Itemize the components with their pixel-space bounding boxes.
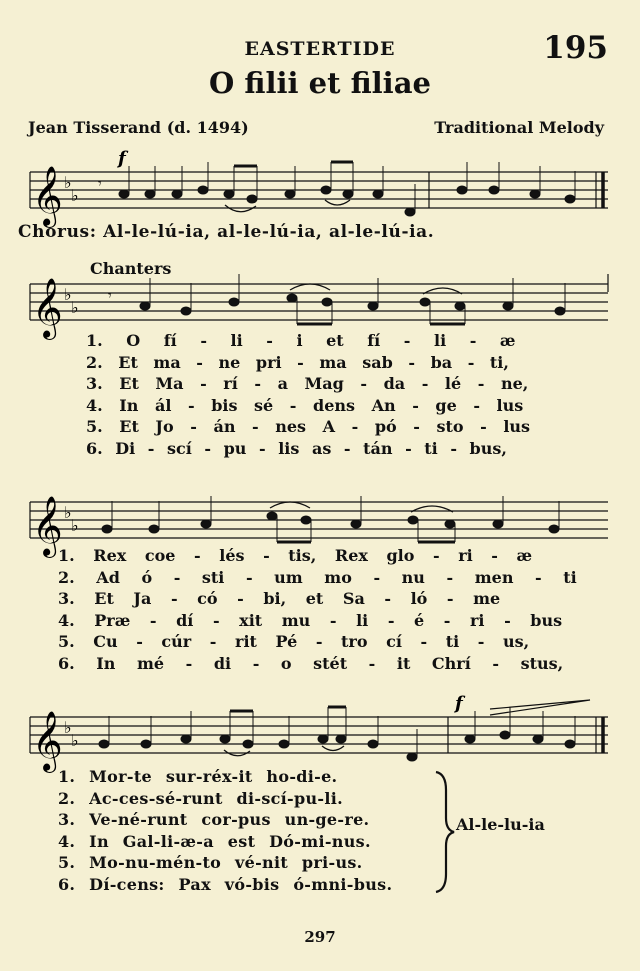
svg-text:♭: ♭ <box>64 173 72 192</box>
verse-line: 6. In mé - di - o stét - it Chrí - stus, <box>58 653 564 673</box>
svg-text:♭: ♭ <box>64 285 72 304</box>
page-number: 297 <box>304 928 336 946</box>
chanters-label: Chanters <box>90 259 172 278</box>
verse-line: 4. In ál - bis sé - dens An - ge - lus <box>86 395 524 415</box>
section-title: EASTERTIDE <box>244 38 396 60</box>
staff-1-notation <box>0 150 640 230</box>
svg-text:𝄞: 𝄞 <box>32 278 63 338</box>
verse-line: 2. Ac-ces-sé-runt di-scí-pu-li. <box>58 788 343 808</box>
staff-3-verses <box>58 545 577 674</box>
verse-line: 4. Præ - dí - xit mu - li - é - ri - bus <box>58 610 563 630</box>
refrain-alleluia: Al-le-lu-ia <box>456 815 545 834</box>
refrain-brace <box>432 770 456 894</box>
verse-line: 2. Ad ó - sti - um mo - nu - men - ti <box>58 567 577 587</box>
verse-line: 1. O fí - li - i et fí - li - æ <box>86 331 516 350</box>
svg-text:♭: ♭ <box>71 516 79 535</box>
verse-line: 2. Et ma - ne pri - ma sab - ba - ti, <box>86 352 509 372</box>
dynamic-marking: f <box>455 695 463 714</box>
verse-line: 5. Et Jo - án - nes A - pó - sto - lus <box>86 417 531 436</box>
verse-line: 4. In Gal-li-æ-a est Dó-mi-nus. <box>58 831 371 851</box>
svg-text:♭: ♭ <box>64 503 72 522</box>
hymn-title: O filii et filiae <box>209 66 431 100</box>
author-credit: Jean Tisserand (d. 1494) <box>28 118 249 137</box>
verse-line: 5. Mo-nu-mén-to vé-nit pri-us. <box>58 853 363 872</box>
svg-text:𝄾: 𝄾 <box>98 176 102 192</box>
svg-text:𝄞: 𝄞 <box>32 711 63 771</box>
verse-line: 1. Rex coe - lés - tis, Rex glo - ri - æ <box>58 546 533 565</box>
verse-line: 6. Di - scí - pu - lis as - tán - ti - bus, <box>86 438 507 458</box>
melody-credit: Traditional Melody <box>434 118 604 137</box>
svg-text:𝄞: 𝄞 <box>32 496 63 556</box>
verse-line: 1. Mor-te sur-réx-it ho-di-e. <box>58 767 338 786</box>
svg-text:𝄾: 𝄾 <box>108 288 112 304</box>
chorus-lyrics: Chorus: Al-le-lú-ia, al-le-lú-ia, al-le-lú-ia. <box>18 222 435 242</box>
verse-line: 3. Et Ja - có - bi, et Sa - ló - me <box>58 589 501 608</box>
hymn-number: 195 <box>543 30 608 66</box>
svg-text:♭: ♭ <box>64 718 72 737</box>
verse-line: 3. Ve-né-runt cor-pus un-ge-re. <box>58 810 370 829</box>
svg-text:♭: ♭ <box>71 731 79 750</box>
staff-4-verses <box>58 766 392 895</box>
verse-line: 3. Et Ma - rí - a Mag - da - lé - ne, <box>86 374 529 393</box>
dynamic-marking: f <box>118 150 126 169</box>
svg-text:♭: ♭ <box>71 186 79 205</box>
svg-text:♭: ♭ <box>71 298 79 317</box>
verse-line: 6. Dí-cens: Pax vó-bis ó-mni-bus. <box>58 874 393 894</box>
staff-4-notation <box>0 695 640 775</box>
verse-line: 5. Cu - cúr - rit Pé - tro cí - ti - us, <box>58 632 530 651</box>
staff-2-verses <box>86 330 530 459</box>
treble-clef-icon: 𝄞 <box>32 166 63 226</box>
